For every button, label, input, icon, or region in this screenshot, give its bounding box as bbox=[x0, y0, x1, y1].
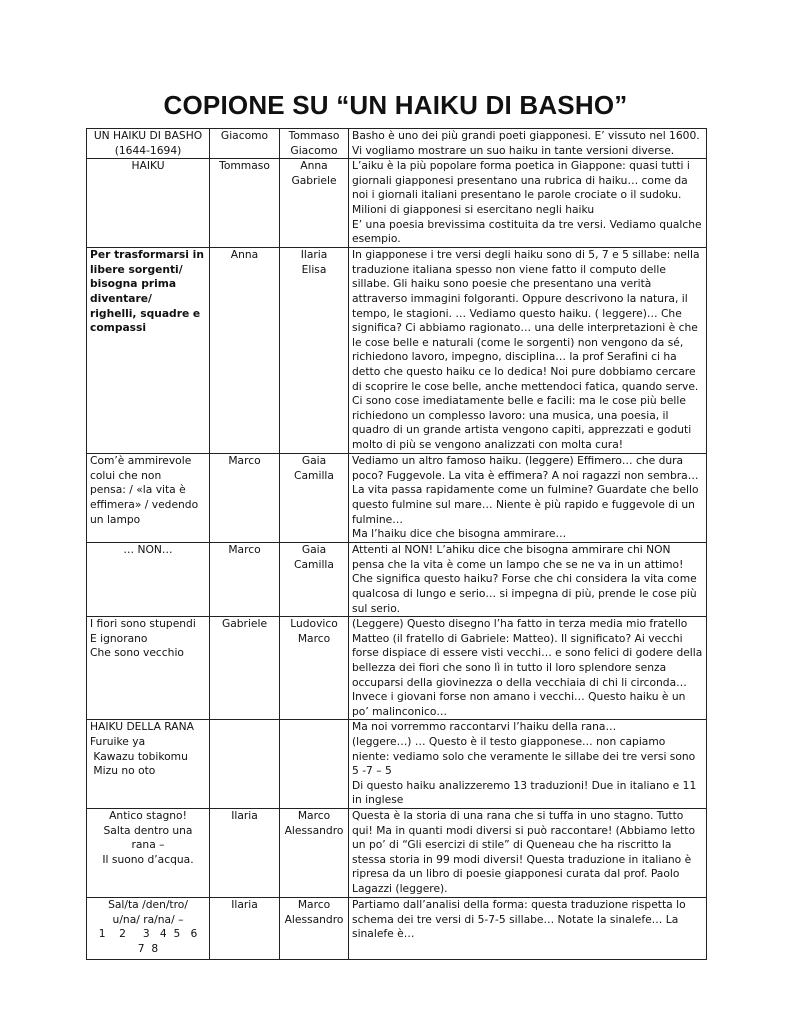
dialogue-cell: L’aiku è la più popolare forma poetica in Giappone: quasi tutti i giornali giapponesi presentano una rubrica di haiku… come da noi i giornali italiani presentano le parole crociate o il sudoku. Milioni di giapponesi si esercitano negli haiku E’ una poesia brevissima costituita da tre versi. Vediamo qualche esempio. bbox=[349, 159, 707, 248]
script-table bbox=[86, 128, 707, 960]
document-title: COPIONE SU “UN HAIKU DI BASHO” bbox=[163, 90, 628, 120]
table-row bbox=[87, 897, 707, 959]
actor-cell: Ilaria Elisa bbox=[280, 248, 349, 454]
actor-cell: Ilaria bbox=[210, 897, 280, 959]
dialogue-cell: Questa è la storia di una rana che si tuffa in uno stagno. Tutto qui! Ma in quanti modi diversi si può raccontare! (Abbiamo letto un po’ di “Gli esercizi di stile” di Queneau che ha riscritto la stessa storia in 99 modi diversi! Questa traduzione in italiano è ripresa da un libro di poesie giapponesi curata dal prof. Paolo Lagazzi (leggere). bbox=[349, 808, 707, 897]
scene-cell: HAIKU DELLA RANA Furuike ya Kawazu tobikomu Mizu no oto bbox=[87, 720, 210, 809]
dialogue-cell: Basho è uno dei più grandi poeti giapponesi. E’ vissuto nel 1600. Vi vogliamo mostrare un suo haiku in tante versioni diverse. bbox=[349, 129, 707, 159]
dialogue-cell: Partiamo dall’analisi della forma: questa traduzione rispetta lo schema dei tre versi di 5-7-5 sillabe… Notate la sinalefe… La sinalefe è… bbox=[349, 897, 707, 959]
actor-cell: Anna bbox=[210, 248, 280, 454]
actor-cell bbox=[280, 720, 349, 809]
actor-cell: Marco bbox=[210, 543, 280, 617]
scene-cell: I fiori sono stupendi E ignorano Che sono vecchio bbox=[87, 617, 210, 720]
dialogue-cell: Ma noi vorremmo raccontarvi l’haiku della rana… (leggere…) … Questo è il testo giapponese… non capiamo niente: vediamo solo che veramente le sillabe dei tre versi sono 5 -7 – 5 Di questo haiku analizzeremo 13 traduzioni! Due in italiano e 11 in inglese bbox=[349, 720, 707, 809]
actor-cell: Anna Gabriele bbox=[280, 159, 349, 248]
table-row bbox=[87, 808, 707, 897]
dialogue-cell: Vediamo un altro famoso haiku. (leggere) Effimero… che dura poco? Fuggevole. La vita è effimera? A noi ragazzi non sembra… La vita passa rapidamente come un fulmine? Guardate che bello questo fulmine sul mare… Niente è più rapido e fuggevole di un fulmine… Ma l’haiku dice che bisogna ammirare… bbox=[349, 454, 707, 543]
table-row bbox=[87, 454, 707, 543]
actor-cell: Tommaso bbox=[210, 159, 280, 248]
scene-cell: UN HAIKU DI BASHO (1644-1694) bbox=[87, 129, 210, 159]
table-row bbox=[87, 129, 707, 159]
table-row bbox=[87, 159, 707, 248]
dialogue-cell: Attenti al NON! L’ahiku dice che bisogna ammirare chi NON pensa che la vita è come un lampo che se ne va in un attimo! Che significa questo haiku? Forse che chi considera la vita come qualcosa di lungo e serio… si impegna di più, prende le cose più sul serio. bbox=[349, 543, 707, 617]
actor-cell: Marco Alessandro bbox=[280, 808, 349, 897]
actor-cell: Gabriele bbox=[210, 617, 280, 720]
actor-cell: Tommaso Giacomo bbox=[280, 129, 349, 159]
scene-cell: Antico stagno! Salta dentro una rana – Il suono d’acqua. bbox=[87, 808, 210, 897]
table-row bbox=[87, 617, 707, 720]
actor-cell: Gaia Camilla bbox=[280, 543, 349, 617]
scene-cell: Sal/ta /den/tro/ u/na/ ra/na/ – 1 2 3 4 5 6 7 8 bbox=[87, 897, 210, 959]
dialogue-cell: (Leggere) Questo disegno l’ha fatto in terza media mio fratello Matteo (il fratello di Gabriele: Matteo). Il significato? Ai vecchi forse dispiace di essere visti vecchi… e sono felici di godere della bellezza dei fiori che sono lì in tutto il loro splendore senza occuparsi della giovinezza o della vecchiaia di chi li circonda… Invece i giovani forse non amano i vecchi… Questo haiku è un po’ malinconico… bbox=[349, 617, 707, 720]
actor-cell: Gaia Camilla bbox=[280, 454, 349, 543]
scene-cell: HAIKU bbox=[87, 159, 210, 248]
scene-cell: … NON… bbox=[87, 543, 210, 617]
actor-cell: Marco bbox=[210, 454, 280, 543]
actor-cell bbox=[210, 720, 280, 809]
dialogue-cell: In giapponese i tre versi degli haiku sono di 5, 7 e 5 sillabe: nella traduzione italiana spesso non viene fatto il computo delle sillabe. Gli haiku sono poesie che presentano una verità attraverso immagini folgoranti. Oppure descrivono la natura, il tempo, le stagioni. … Vediamo questo haiku. ( leggere)… Che significa? Ci abbiamo ragionato… una delle interpretazioni è che le cose belle e naturali (come le sorgenti) non vengono da sé, richiedono lavoro, impegno, disciplina… la prof Serafini ci ha detto che questo haiku ce lo dedica! Noi pure dobbiamo cercare di scoprire le cose belle, anche mettendoci fatica, quando serve. Ci sono cose imediatamente belle e facili: ma le cose più belle richiedono un complesso lavoro: una musica, una poesia, il quadro di un grande artista vengono capiti, apprezzati e goduti molto di più se vengono analizzati con molta cura! bbox=[349, 248, 707, 454]
scene-cell: Per trasformarsi in libere sorgenti/ bisogna prima diventare/ righelli, squadre e compassi bbox=[87, 248, 210, 454]
actor-cell: Giacomo bbox=[210, 129, 280, 159]
scene-cell: Com’è ammirevole colui che non pensa: / «la vita è effimera» / vedendo un lampo bbox=[87, 454, 210, 543]
actor-cell: Ludovico Marco bbox=[280, 617, 349, 720]
actor-cell: Ilaria bbox=[210, 808, 280, 897]
actor-cell: Marco Alessandro bbox=[280, 897, 349, 959]
table-row bbox=[87, 720, 707, 809]
table-row bbox=[87, 248, 707, 454]
table-row bbox=[87, 543, 707, 617]
